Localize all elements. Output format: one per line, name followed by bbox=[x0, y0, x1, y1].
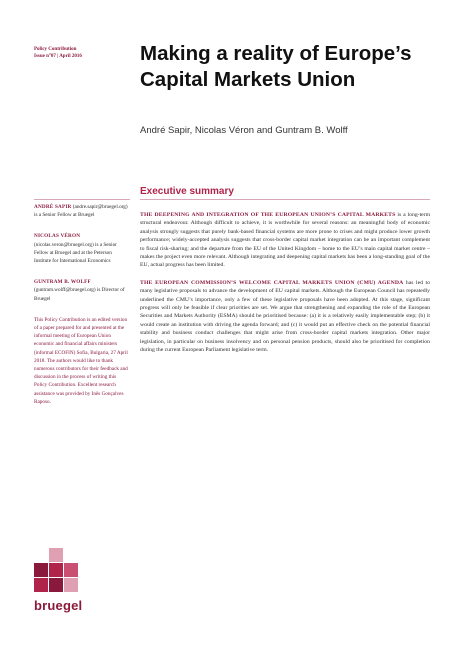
author-note-text: (guntram.wolff@bruegel.org) is Director of Bruegel bbox=[34, 287, 125, 302]
author-note bbox=[34, 232, 130, 265]
paragraph-text: is a long-term structural endeavour. Although difficult to achieve, it is worthwhile for several reasons: an meaningful body of economic analysis strongly suggests that purely bank-based financial systems are more prone to crises and might produce lower growth performance; widely-accepted analysis suggests that cross-border capital market integration can be an important complement to fiscal risk-sharing; and the departure from the EU of the United Kingdom – home to the EU’s main capital market centre – makes the project even more relevant. Although integrating and deepening capital markets has been a long-standing goal of the EU, actual progress has been limited. bbox=[140, 212, 430, 269]
author-note-text: (nicolas.veron@bruegel.org) is a Senior Fellow at Bruegel and at the Peterson Institute for International Economics bbox=[34, 241, 117, 265]
issue-date: Issue n°07 | April 2016 bbox=[34, 54, 82, 59]
author-note bbox=[34, 203, 130, 219]
bruegel-logo-text: bruegel bbox=[34, 598, 83, 613]
sidebar-rule bbox=[34, 199, 130, 200]
executive-summary-body bbox=[140, 211, 430, 364]
series-name: Policy Contribution bbox=[34, 47, 77, 52]
author-note-name: ANDRÉ SAPIR bbox=[34, 204, 72, 210]
logo-block bbox=[49, 548, 63, 562]
summary-paragraph bbox=[140, 211, 430, 270]
logo-block bbox=[34, 578, 48, 592]
logo-block bbox=[49, 578, 63, 592]
body-rule bbox=[140, 199, 430, 200]
sidebar bbox=[34, 203, 130, 406]
summary-paragraph bbox=[140, 279, 430, 355]
logo-block bbox=[49, 563, 63, 577]
logo-block bbox=[64, 563, 78, 577]
paragraph-lead: THE EUROPEAN COMMISSION’S WELCOME CAPITAL MARKETS UNION (CMU) AGENDA bbox=[140, 279, 404, 286]
author-note-name: NICOLAS VÉRON bbox=[34, 233, 81, 240]
executive-summary-heading: Executive summary bbox=[140, 186, 234, 197]
paragraph-text: has led to many legislative proposals to advance the development of EU capital markets. Although the European Council has repeatedly underlined the CMU’s importance, only a few of these legislative proposals have been adopted. At this stage, significant progress will only be feasible if clear priorities are set. We argue that strengthening and expanding the role of the European Securities and Markets Authority (ESMA) should be prioritised because: (a) it is a relatively easily implementable step; (b) it would create an institution with driving the agenda forward; and (c) it would put an effective check on the potential financial stability and business conduct challenges that might arise from cross-border capital markets integration. Other major legislation, in particular on business insolvency and on personal pension products, should also be prioritised for completion during the current European Parliament legislative term. bbox=[140, 279, 430, 354]
document-title: Making a reality of Europe’s Capital Markets Union bbox=[140, 42, 412, 91]
publication-series bbox=[34, 46, 126, 60]
author-note-text: (andre.sapir@bruegel.org) is a Senior Fellow at Bruegel bbox=[34, 204, 128, 219]
logo-block bbox=[64, 578, 78, 592]
policy-contribution-note: This Policy Contribution is an edited version of a paper prepared for and presented at the informal meeting of European Union economic and financial affairs ministers (informal ECOFIN) Sofia, Bulgaria, 27 April 2018. The authors would like to thank numerous contributors for their feedback and discussion in the process of writing this Policy Contribution. Excellent research assistance was provided by Inês Gonçalves Raposo. bbox=[34, 316, 128, 405]
authors: André Sapir, Nicolas Véron and Guntram B. Wolff bbox=[140, 125, 348, 136]
author-note bbox=[34, 278, 130, 303]
paragraph-lead: THE DEEPENING AND INTEGRATION OF THE EUROPEAN UNION’S CAPITAL MARKETS bbox=[140, 212, 396, 218]
logo-block bbox=[34, 563, 48, 577]
author-note-name: GUNTRAM B. WOLFF bbox=[34, 279, 91, 286]
